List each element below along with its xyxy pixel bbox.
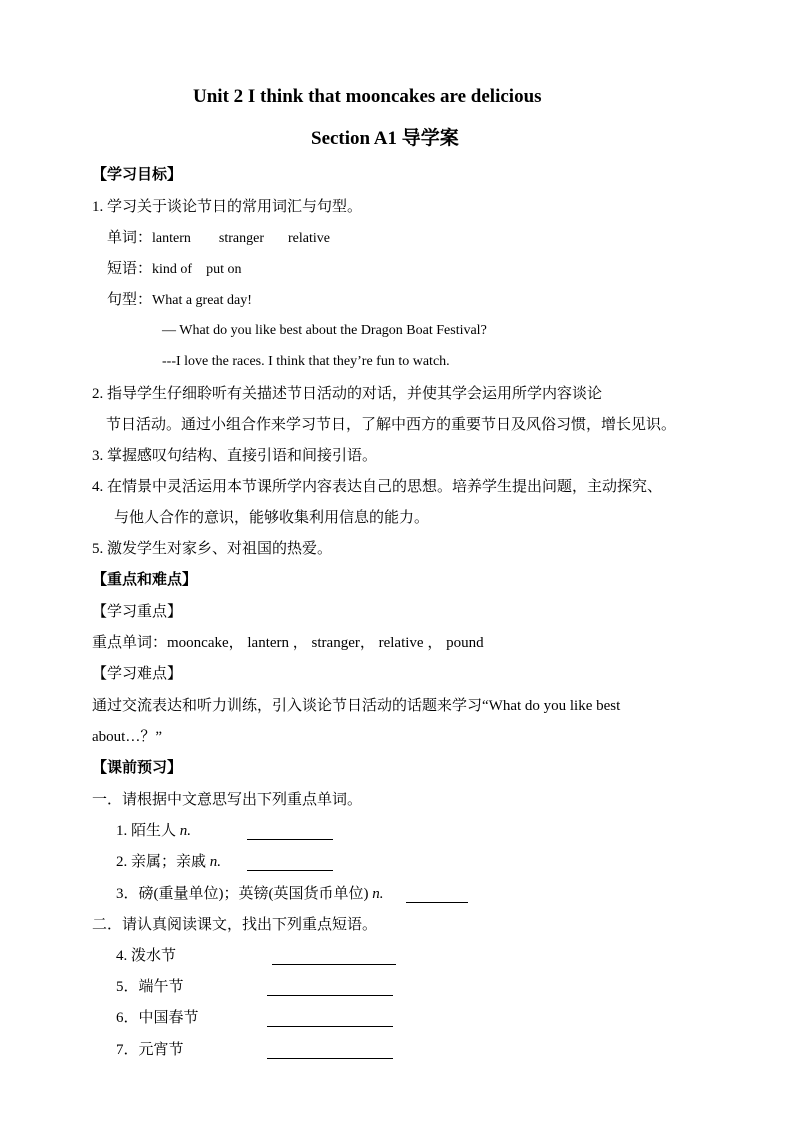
patterns-label: 句型： xyxy=(107,292,153,308)
objective-item-2-line-1: 2. 指导学生仔细聆听有关描述节日活动的对话，并使其学会运用所学内容谈论 xyxy=(92,386,603,402)
focus-heading: 【学习重点】 xyxy=(92,604,183,620)
answer-blank-5[interactable] xyxy=(267,981,393,996)
pattern-1: What a great day! xyxy=(152,293,252,308)
difficulty-text-line-1: 通过交流表达和听力训练，引入谈论节日活动的话题来学习“What do you like best xyxy=(92,698,621,714)
page-subtitle: Section A1 导学案 xyxy=(311,128,459,149)
objective-item-1: 1. 学习关于谈论节日的常用词汇与句型。 xyxy=(92,199,363,215)
difficulty-text-line-2: about…？” xyxy=(92,729,162,745)
answer-blank-7[interactable] xyxy=(267,1044,393,1059)
question-5: 5．端午节 xyxy=(116,979,184,995)
objective-item-3: 3. 掌握感叹句结构、直接引语和间接引语。 xyxy=(92,448,378,464)
phrases-label: 短语： xyxy=(107,261,153,277)
answer-blank-4[interactable] xyxy=(272,950,396,965)
question-2-text: 2. 亲属；亲戚 xyxy=(116,854,207,870)
part-of-speech: n. xyxy=(179,823,192,839)
question-3 xyxy=(116,884,383,904)
preview-part-1: 一．请根据中文意思写出下列重点单词。 xyxy=(92,792,363,808)
word-item: lantern xyxy=(152,231,191,246)
words-label: 单词： xyxy=(107,230,153,246)
difficulty-heading: 【学习难点】 xyxy=(92,666,183,682)
question-7: 7．元宵节 xyxy=(116,1042,184,1058)
objective-item-2-line-2: 节日活动。通过小组合作来学习节日，了解中西方的重要节日及风俗习惯，增长见识。 xyxy=(106,417,677,433)
answer-blank-3[interactable] xyxy=(406,888,468,903)
focus-text: 重点单词：mooncake， lantern ， stranger， relative ， pound xyxy=(92,635,484,651)
objective-item-5: 5. 激发学生对家乡、对祖国的热爱。 xyxy=(92,541,333,557)
preview-heading: 【课前预习】 xyxy=(92,760,183,776)
objective-item-4-line-1: 4. 在情景中灵活运用本节课所学内容表达自己的思想。培养学生提出问题，主动探究、 xyxy=(92,479,663,495)
question-1 xyxy=(116,821,191,841)
part-of-speech: n. xyxy=(209,854,222,870)
question-3-text: 3．磅(重量单位)；英镑(英国货币单位) xyxy=(116,886,369,902)
question-4: 4. 泼水节 xyxy=(116,948,177,964)
phrases-line xyxy=(107,259,241,280)
question-1-text: 1. 陌生人 xyxy=(116,823,177,839)
preview-part-2: 二．请认真阅读课文，找出下列重点短语。 xyxy=(92,917,378,933)
phrase-item: kind of xyxy=(152,262,193,277)
patterns-line xyxy=(107,290,252,311)
phrase-item: put on xyxy=(206,262,242,277)
pattern-2: — What do you like best about the Dragon Boat Festival? xyxy=(162,323,487,338)
word-item: stranger xyxy=(218,231,264,246)
page-title: Unit 2 I think that mooncakes are delicious xyxy=(193,86,542,107)
question-6: 6．中国春节 xyxy=(116,1010,199,1026)
objective-item-4-line-2: 与他人合作的意识，能够收集利用信息的能力。 xyxy=(114,510,430,526)
part-of-speech: n. xyxy=(372,886,384,902)
pattern-3: ---I love the races. I think that they’re fun to watch. xyxy=(162,354,450,369)
question-2 xyxy=(116,852,221,872)
answer-blank-1[interactable] xyxy=(247,825,333,840)
answer-blank-6[interactable] xyxy=(267,1012,393,1027)
key-points-heading: 【重点和难点】 xyxy=(92,572,198,588)
objectives-heading: 【学习目标】 xyxy=(92,167,183,183)
words-line xyxy=(107,228,330,249)
word-item: relative xyxy=(287,231,330,246)
answer-blank-2[interactable] xyxy=(247,856,333,871)
